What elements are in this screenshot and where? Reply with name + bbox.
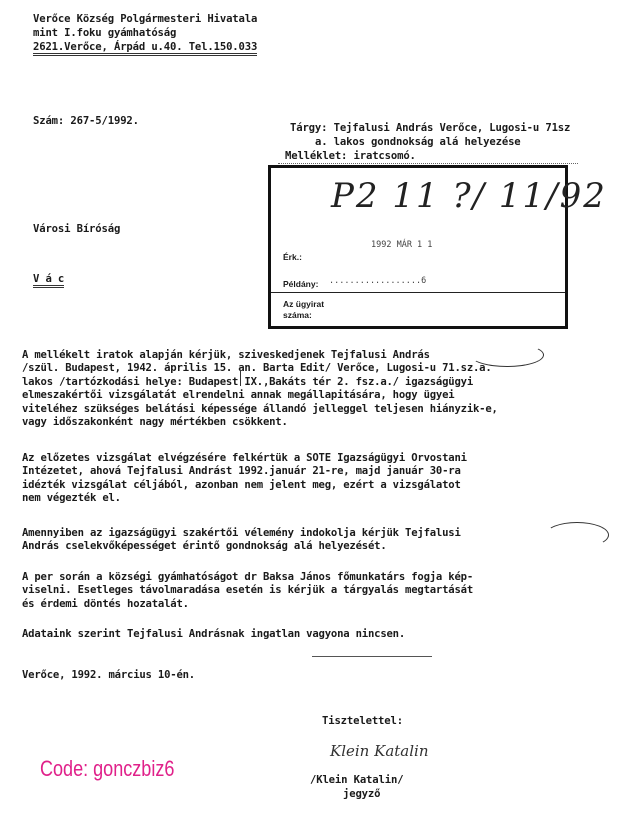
stamp-handwritten-number: P2 11 ?/ 11/92 xyxy=(331,176,607,216)
signatory-title: jegyző xyxy=(343,788,381,800)
letterhead-address: 2621.Verőce, Árpád u.40. Tel.150.033 xyxy=(33,42,257,56)
date-line xyxy=(22,669,622,682)
closing-text: Tisztelettel: xyxy=(322,715,403,727)
paragraph-2-line: nem végezték el. xyxy=(22,492,121,505)
paragraph-4-line: A per során a községi gyámhatóságot dr Baksa János főmunkatárs fogja kép- xyxy=(22,571,473,583)
pen-circle-mark xyxy=(545,522,609,548)
stamp-peldany-value: ..................6 xyxy=(329,276,427,286)
stamp-ugyirat-label-1: Az ügyirat xyxy=(283,299,325,309)
stamp-peldany-label: Példány: xyxy=(283,279,319,289)
paragraph-1-line: elmeszakértői vizsgálatát elrendelni annak megállapitására, hogy ügyei xyxy=(22,389,455,402)
paragraph-2-line: Intézetet, ahová Tejfalusi Andrást 1992.január 21-re, majd január 30-ra xyxy=(22,465,461,478)
signatory-name: /Klein Katalin/ xyxy=(310,774,404,786)
letterhead-line-1: Verőce Község Polgármesteri Hivatala xyxy=(33,13,258,25)
paragraph-2 xyxy=(22,452,622,506)
paragraph-1-line: A mellékelt iratok alapján kérjük, sziveskedjenek Tejfalusi András xyxy=(22,349,430,361)
paragraph-1-line: lakos /tartózkodási helye: Budapest IX.,Bakáts tér 2. fsz.a./ igazságügyi xyxy=(22,375,473,388)
stamp-erk-value: 1992 MÁR 1 1 xyxy=(371,240,433,250)
paragraph-1-line: vagy időszakonként nagy mértékben csökkent. xyxy=(22,416,288,429)
paragraph-5-line: Adataink szerint Tejfalusi Andrásnak ingatlan vagyona nincsen. xyxy=(22,628,406,640)
attachment-line: Melléklet: iratcsomó. xyxy=(285,150,416,162)
paragraph-4-line: viselni. Esetleges távolmaradása esetén is kérjük a tárgyalás megtartását xyxy=(22,584,473,597)
pen-bracket-mark xyxy=(240,370,241,386)
paragraph-1-line: /szül. Budapest, 1942. április 15. an. Barta Edit/ Verőce, Lugosi-u 71.sz.a. xyxy=(22,362,492,375)
addressee-court: Városi Bíróság xyxy=(33,223,121,235)
handwritten-signature: Klein Katalin xyxy=(330,742,429,760)
paragraph-5 xyxy=(22,628,622,641)
addressee-city-text: V á c xyxy=(33,274,64,288)
date-text: Verőce, 1992. március 10-én. xyxy=(22,669,195,681)
paragraph-4 xyxy=(22,571,622,611)
letterhead-line-3 xyxy=(33,40,257,56)
addressee-city xyxy=(33,272,64,288)
paragraph-3 xyxy=(22,527,622,554)
subject-dotted-rule xyxy=(278,163,578,164)
subject-line-2: a. lakos gondnokság alá helyezése xyxy=(315,136,521,148)
paragraph-3-line: Amennyiben az igazságügyi szakértői vélemény indokolja kérjük Tejfalusi xyxy=(22,527,461,539)
paragraph-1-line: viteléhez szükséges belátási képessége állandó jelleggel teljesen hiányzik-e, xyxy=(22,402,498,415)
pen-circle-mark xyxy=(470,343,544,367)
reference-number: Szám: 267-5/1992. xyxy=(33,115,139,127)
pen-stroke-mark xyxy=(312,656,432,657)
letterhead-line-2: mint I.foku gyámhatóság xyxy=(33,27,177,39)
paragraph-2-line: Az előzetes vizsgálat elvégzésére felkértük a SOTE Igazságügyi Orvostani xyxy=(22,452,467,464)
stamp-ugyirat-label-2: száma: xyxy=(283,310,312,320)
paragraph-3-line: András cselekvőképességet érintő gondnokság alá helyezését. xyxy=(22,540,387,553)
watermark-code: Code: gonczbiz6 xyxy=(40,756,175,781)
paragraph-4-line: és érdemi döntés hozatalát. xyxy=(22,597,189,610)
stamp-divider xyxy=(271,292,565,293)
paragraph-2-line: idézték vizsgálat céljából, azonban nem jelent meg, ezért a vizsgálatot xyxy=(22,478,461,491)
registry-stamp xyxy=(268,165,607,329)
stamp-erk-label: Érk.: xyxy=(283,252,302,262)
subject-line-1: Tárgy: Tejfalusi András Verőce, Lugosi-u 71sz xyxy=(290,122,571,134)
